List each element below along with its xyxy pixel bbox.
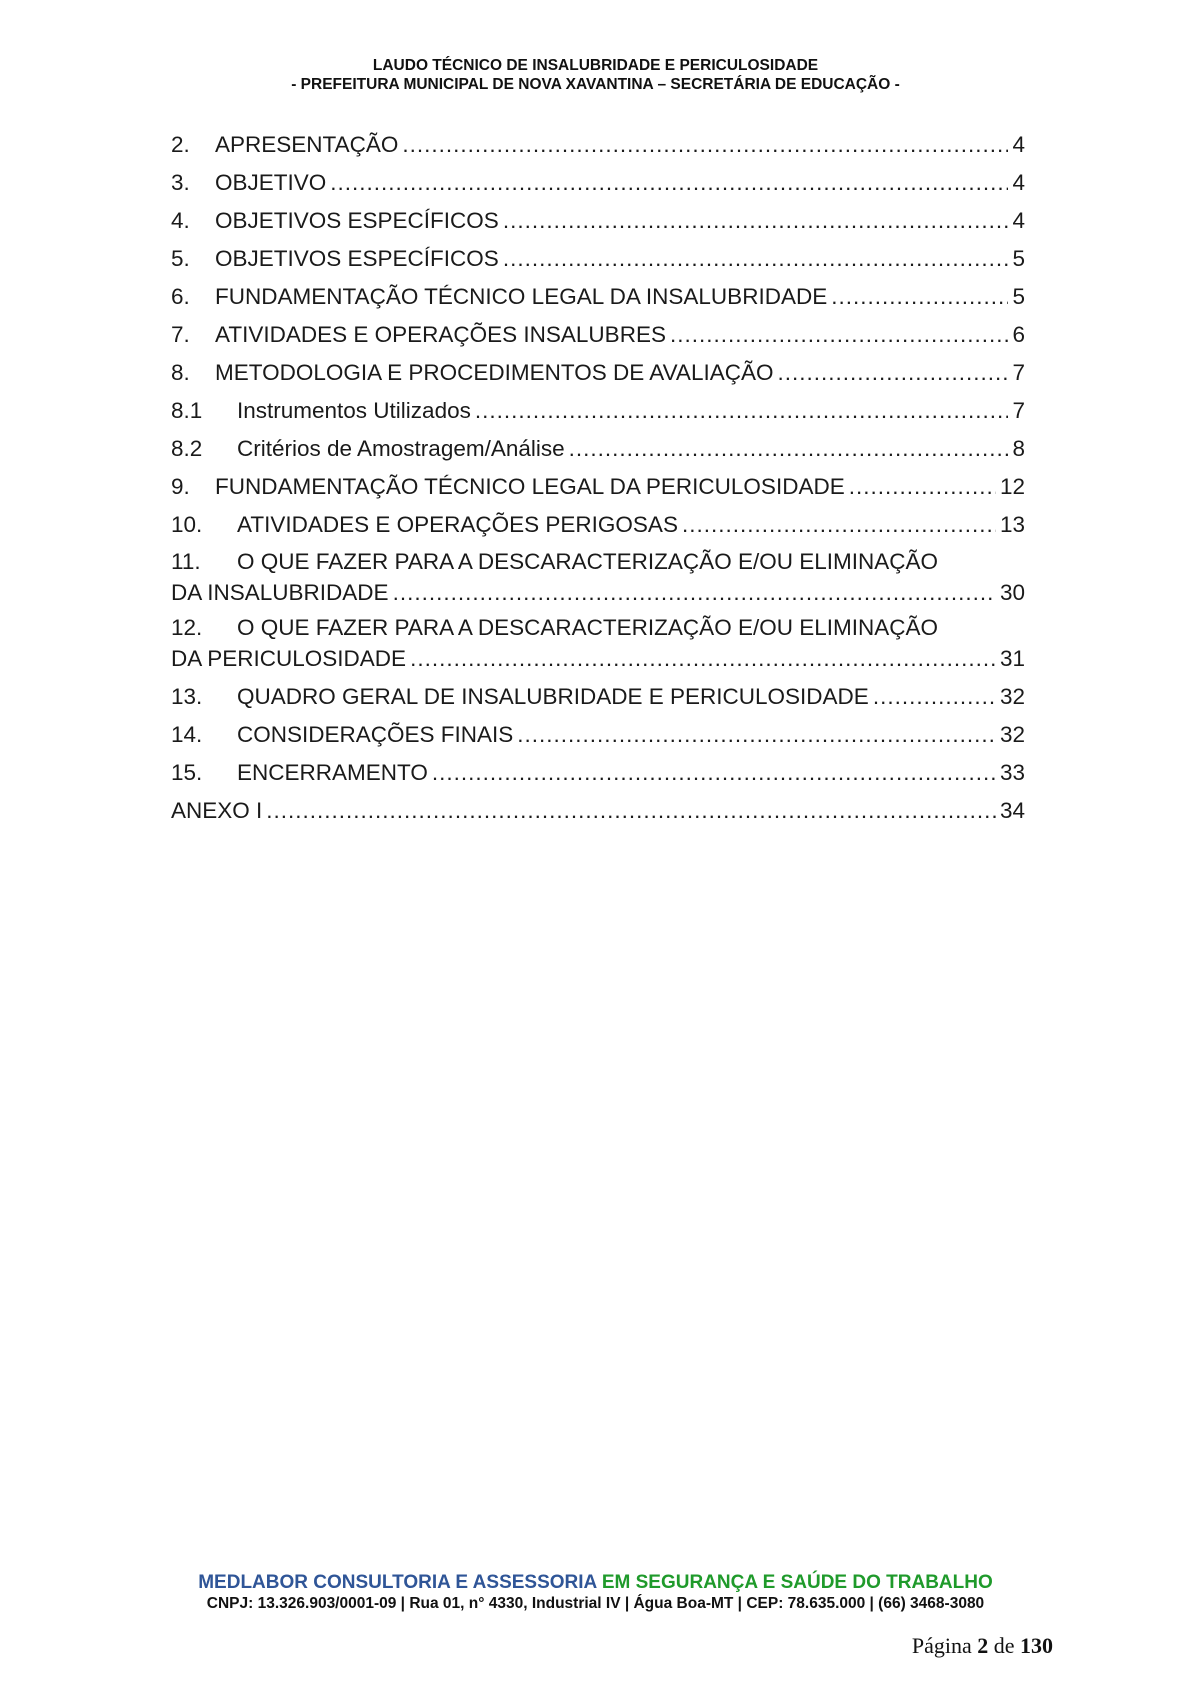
toc-leader-dots xyxy=(517,716,996,754)
toc-entry[interactable] xyxy=(171,546,1025,608)
table-of-contents xyxy=(171,126,1025,830)
toc-entry[interactable] xyxy=(171,716,1025,754)
toc-leader-dots xyxy=(503,202,1009,240)
toc-entry-number: 4. xyxy=(171,208,190,233)
toc-entry-title: O QUE FAZER PARA A DESCARACTERIZAÇÃO E/OU ELIMINAÇÃO xyxy=(237,615,938,640)
toc-entry-number: 6. xyxy=(171,284,190,309)
toc-entry-title: CONSIDERAÇÕES FINAIS xyxy=(237,722,514,747)
toc-entry-number: 5. xyxy=(171,246,190,271)
toc-entry[interactable] xyxy=(171,754,1025,792)
page-number-separator: de xyxy=(993,1633,1015,1658)
toc-entry[interactable] xyxy=(171,468,1025,506)
toc-entry-title: Instrumentos Utilizados xyxy=(237,398,471,423)
toc-entry[interactable] xyxy=(171,126,1025,164)
toc-entry[interactable] xyxy=(171,240,1025,278)
footer-company-name: MEDLABOR CONSULTORIA E ASSESSORIA xyxy=(198,1572,597,1593)
toc-leader-dots xyxy=(682,506,996,544)
toc-entry[interactable] xyxy=(171,316,1025,354)
page-number-prefix: Página xyxy=(911,1633,972,1658)
footer-company-tagline: EM SEGURANÇA E SAÚDE DO TRABALHO xyxy=(601,1572,993,1593)
toc-entry-page: 32 xyxy=(999,684,1025,709)
toc-leader-dots xyxy=(432,754,996,792)
header-title: LAUDO TÉCNICO DE INSALUBRIDADE E PERICULOSIDADE xyxy=(372,57,819,74)
toc-leader-dots xyxy=(475,392,1009,430)
toc-entry-title: ATIVIDADES E OPERAÇÕES INSALUBRES xyxy=(215,322,666,347)
toc-leader-dots xyxy=(402,126,1008,164)
toc-entry-number: 12. xyxy=(171,615,203,640)
toc-entry-page: 30 xyxy=(999,580,1025,605)
toc-entry-title: ENCERRAMENTO xyxy=(237,760,428,785)
toc-entry-page: 6 xyxy=(1012,322,1025,347)
page-number-current: 2 xyxy=(977,1633,989,1658)
toc-leader-dots xyxy=(503,240,1009,278)
document-header xyxy=(0,56,1191,94)
toc-entry-title-continued: DA INSALUBRIDADE xyxy=(171,580,389,605)
toc-entry-title: OBJETIVOS ESPECÍFICOS xyxy=(215,246,499,271)
toc-entry-page: 12 xyxy=(999,474,1025,499)
toc-entry-page: 13 xyxy=(999,512,1025,537)
footer-address: CNPJ: 13.326.903/0001-09 | Rua 01, n° 4330, Industrial IV | Água Boa-MT | CEP: 78.635.000 | (66) 3468-3080 xyxy=(206,1595,985,1612)
toc-leader-dots xyxy=(831,278,1008,316)
toc-entry-page: 5 xyxy=(1012,284,1025,309)
toc-entry[interactable] xyxy=(171,164,1025,202)
toc-subentry[interactable] xyxy=(171,430,1025,468)
toc-leader-dots xyxy=(873,678,996,716)
toc-entry-number: 15. xyxy=(171,760,203,785)
toc-leader-dots xyxy=(569,430,1009,468)
toc-entry-title: OBJETIVOS ESPECÍFICOS xyxy=(215,208,499,233)
toc-leader-dots xyxy=(777,354,1008,392)
toc-entry[interactable] xyxy=(171,506,1025,544)
toc-leader-dots xyxy=(670,316,1009,354)
header-subtitle: - PREFEITURA MUNICIPAL DE NOVA XAVANTINA – SECRETÁRIA DE EDUCAÇÃO - xyxy=(291,76,900,93)
toc-entry-number: 11. xyxy=(171,549,201,574)
toc-entry-number: 8. xyxy=(171,360,190,385)
toc-entry-page: 33 xyxy=(999,760,1025,785)
toc-entry-number: 3. xyxy=(171,170,190,195)
toc-entry-title: ATIVIDADES E OPERAÇÕES PERIGOSAS xyxy=(237,512,678,537)
toc-entry-page: 8 xyxy=(1012,436,1025,461)
toc-entry-page: 4 xyxy=(1012,208,1025,233)
toc-entry-title: QUADRO GERAL DE INSALUBRIDADE E PERICULOSIDADE xyxy=(237,684,869,709)
toc-entry-number: 13. xyxy=(171,684,203,709)
toc-leader-dots xyxy=(330,164,1008,202)
document-footer xyxy=(0,1571,1191,1614)
toc-entry-title: APRESENTAÇÃO xyxy=(215,132,399,157)
toc-entry-title: O QUE FAZER PARA A DESCARACTERIZAÇÃO E/OU ELIMINAÇÃO xyxy=(237,549,938,574)
toc-entry[interactable] xyxy=(171,678,1025,716)
toc-entry-page: 4 xyxy=(1012,170,1025,195)
toc-entry-page: 5 xyxy=(1012,246,1025,271)
page-number xyxy=(912,1633,1053,1659)
toc-entry-title-continued: DA PERICULOSIDADE xyxy=(171,646,407,671)
toc-entry-title: ANEXO I xyxy=(171,798,263,823)
toc-entry-number: 9. xyxy=(171,474,190,499)
toc-subentry[interactable] xyxy=(171,392,1025,430)
toc-entry-title: FUNDAMENTAÇÃO TÉCNICO LEGAL DA PERICULOSIDADE xyxy=(215,474,845,499)
toc-leader-dots xyxy=(410,643,996,674)
toc-entry-number: 10. xyxy=(171,512,203,537)
toc-entry-number: 14. xyxy=(171,722,203,747)
toc-entry-title: OBJETIVO xyxy=(215,170,327,195)
toc-entry[interactable] xyxy=(171,612,1025,674)
toc-entry-page: 34 xyxy=(999,798,1025,823)
toc-entry-title: FUNDAMENTAÇÃO TÉCNICO LEGAL DA INSALUBRIDADE xyxy=(215,284,828,309)
toc-entry[interactable] xyxy=(171,354,1025,392)
page-number-total: 130 xyxy=(1020,1633,1053,1658)
toc-entry[interactable] xyxy=(171,202,1025,240)
toc-entry-number: 7. xyxy=(171,322,190,347)
toc-entry-page: 7 xyxy=(1012,398,1025,423)
toc-entry-page: 4 xyxy=(1012,132,1025,157)
toc-leader-dots xyxy=(849,468,996,506)
footer-company xyxy=(0,1571,1191,1594)
toc-entry-page: 31 xyxy=(999,646,1025,671)
toc-entry-page: 7 xyxy=(1012,360,1025,385)
toc-entry-title: Critérios de Amostragem/Análise xyxy=(237,436,565,461)
toc-entry-annex[interactable] xyxy=(171,792,1025,830)
toc-leader-dots xyxy=(393,577,996,608)
toc-entry-number: 8.1 xyxy=(171,398,203,423)
toc-entry-title: METODOLOGIA E PROCEDIMENTOS DE AVALIAÇÃO xyxy=(215,360,774,385)
toc-entry-number: 2. xyxy=(171,132,190,157)
toc-entry-page: 32 xyxy=(999,722,1025,747)
toc-entry-number: 8.2 xyxy=(171,436,203,461)
toc-entry[interactable] xyxy=(171,278,1025,316)
toc-leader-dots xyxy=(266,792,996,830)
